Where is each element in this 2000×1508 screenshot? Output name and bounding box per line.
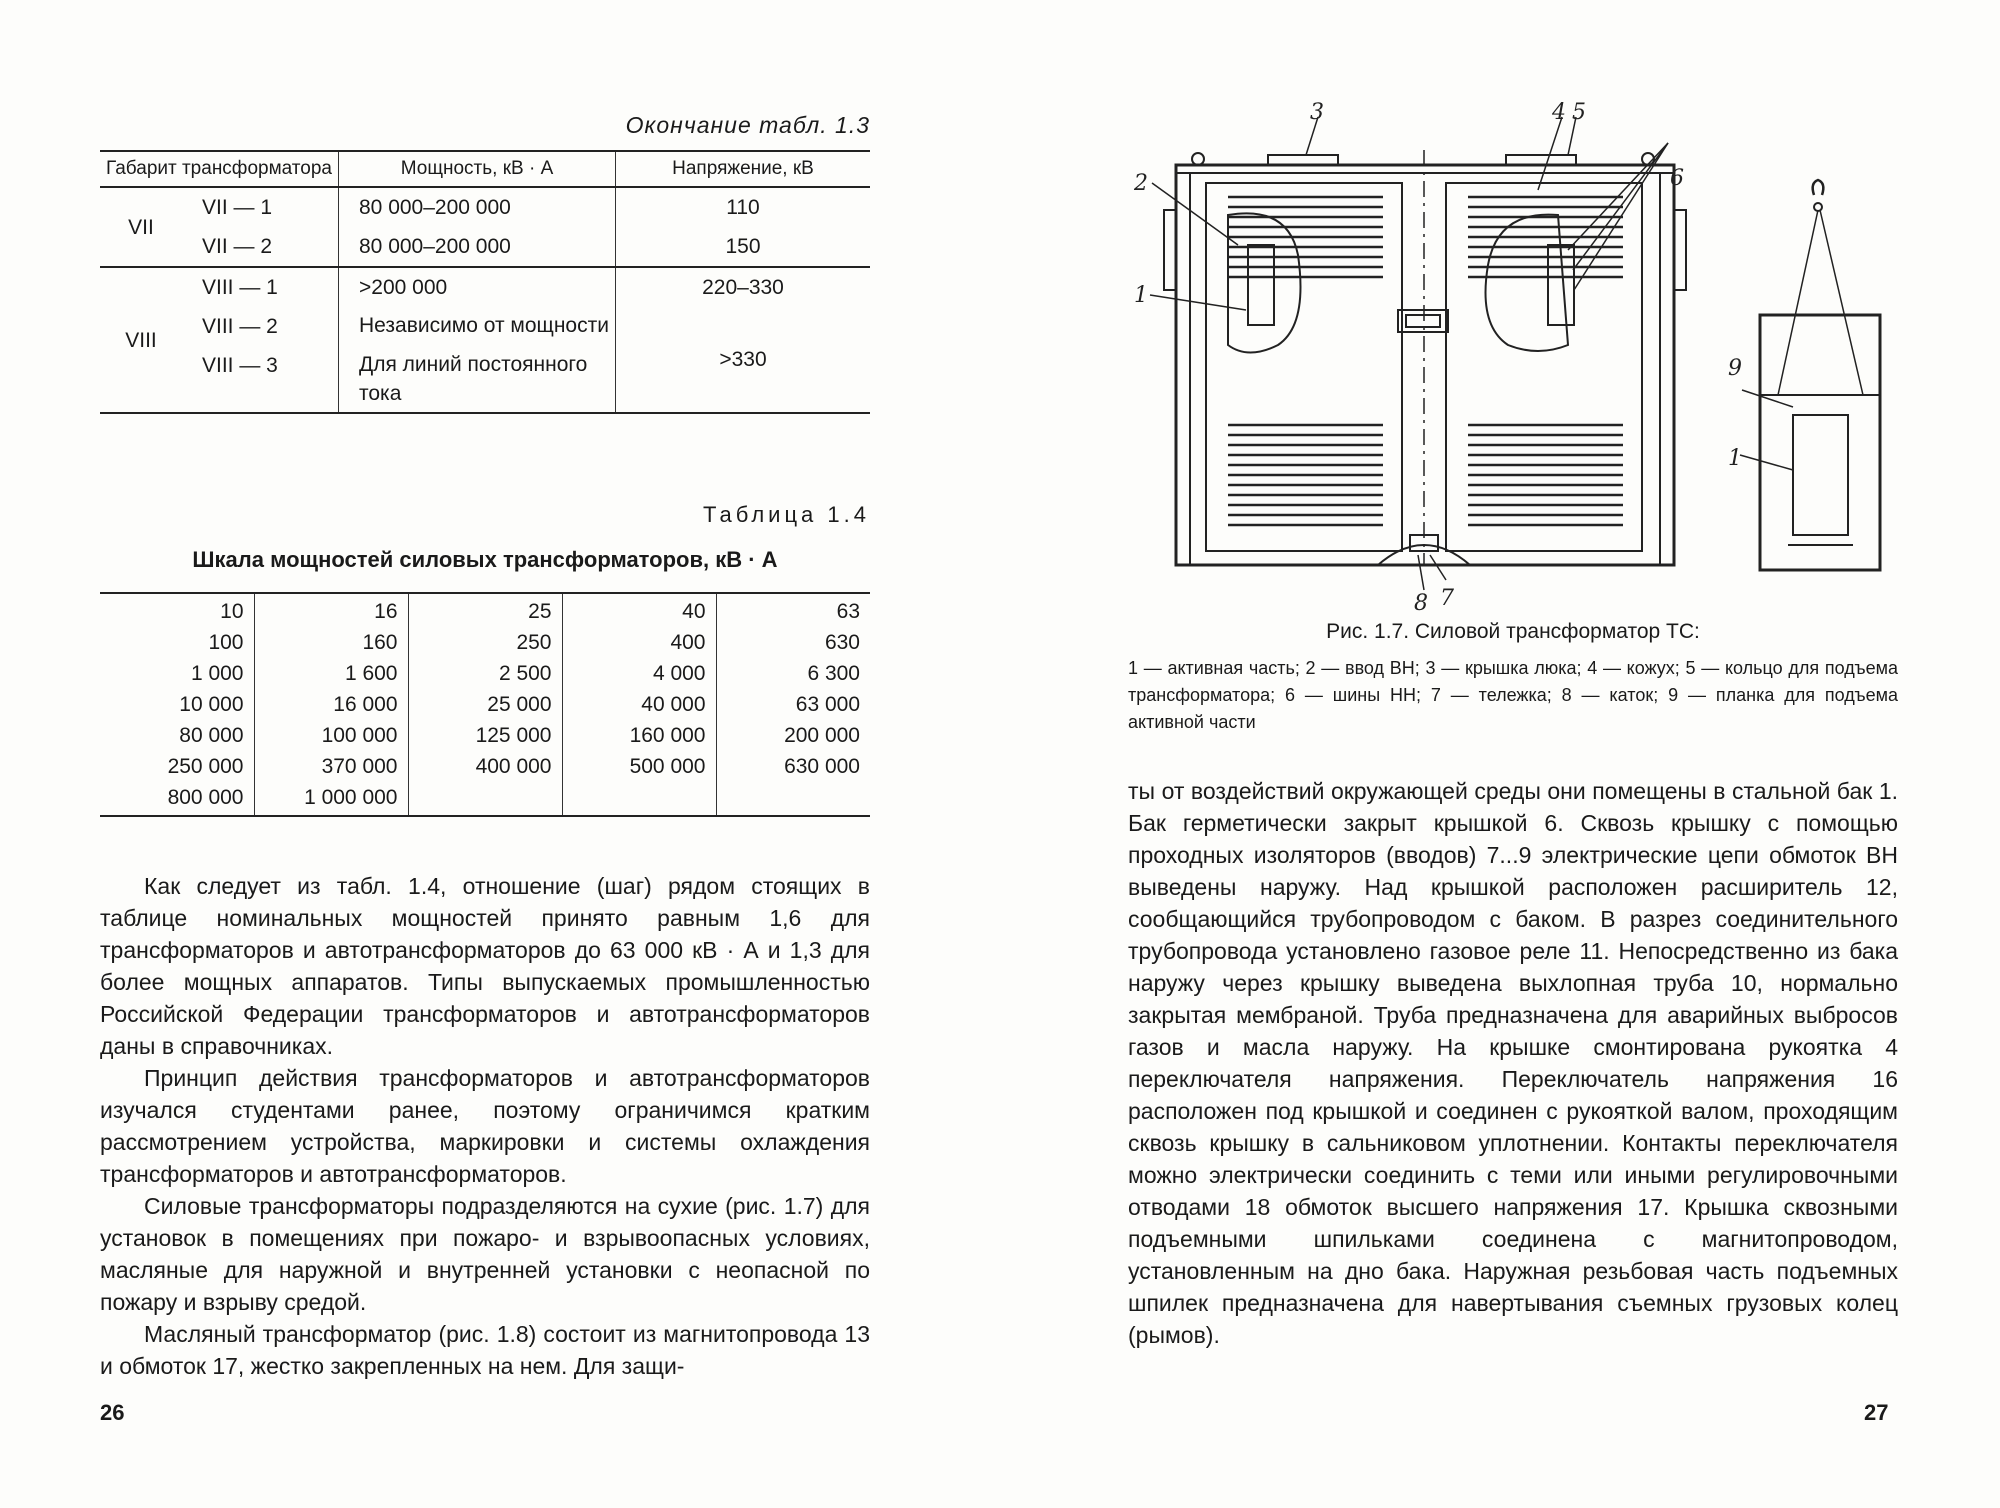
figure-label: 7 [1440,586,1454,611]
voltage-cell: 110 [616,187,871,227]
table-row [100,267,870,307]
table-cell: 10 000 [179,693,244,716]
size-cell: VIII [100,267,182,413]
table-cell: 16 [254,593,408,627]
paragraph: ты от воздействий окружающей среды они помещены в стальной бак 1. Бак герметически закрыт крышкой 6. Сквозь крышку с помощью проходных изоляторов (вводов) 7...9 электрические цепи обмоток ВН выведены наружу. Над крышкой расположен расширитель 12, сообщающийся трубопроводом с баком. В разрез соединительного трубопровода установлено газовое реле 11. Непосредственно из бака наружу через крышку выведена выхлопная труба 10, нормально закрытая мембраной. Труба предназначена для аварийных выбросов газов и масла наружу. На крышке смонтирована рукоятка 4 переключателя напряжения. Переключатель напряжения 16 расположен под крышкой и соединен с рукояткой валом, проходящим сквозь крышку в сальниковом уплотнении. Контакты переключателя можно электрически соединить с теми или иными регулировочными отводами 18 обмоток высшего напряжения 17. Крышка сквозными подъемными шпильками соединена с магнитопроводом, установленным на дно бака. Наружная резьбовая часть подъемных шпилек предназначена для навертывания съемных грузовых колец (рымов). [1128,778,1898,1348]
voltage-cell: 150 [616,227,871,267]
table-1-4 [100,592,870,817]
table-cell: 2 500 [408,658,562,689]
table-row [100,658,870,689]
table-header-row [100,151,870,187]
table-cell: 16 000 [254,689,408,720]
table-cell: 370 000 [254,751,408,782]
table-cell: 10 [100,593,254,627]
table-continuation-caption: Окончание табл. 1.3 [625,112,870,138]
voltage-cell: 220–330 [616,267,871,307]
subsize-cell: VIII — 2 [202,315,278,338]
table-row [100,782,870,816]
table-cell: 40 000 [562,689,716,720]
table-row [100,307,870,346]
paragraph: Как следует из табл. 1.4, отношение (шаг) рядом стоящих в таблице номинальных мощностей принято равным 1,6 для трансформаторов и автотрансформаторов до 63 000 кВ · А и 1,3 для более мощных аппаратов. Типы выпускаемых промышленностью Российской Федерации трансформаторов и автотрансформаторов даны в справочниках. [100,873,870,1059]
figure-label: 2 [1134,171,1148,196]
subsize-cell: VII — 1 [202,196,273,219]
paragraph: Силовые трансформаторы подразделяются на сухие (рис. 1.7) для установок в помещениях при пожаро- и взрывоопасных условиях, масляные для наружной и внутренней установки с неопасной по пожару и взрыву средой. [100,1193,870,1315]
subsize-cell: VIII — 3 [182,346,339,413]
table-cell: 800 000 [100,782,254,816]
figure-caption: Рис. 1.7. Силовой трансформатор ТС: [1326,620,1700,643]
table-cell: 400 [562,627,716,658]
power-cell: >200 000 [339,267,616,307]
power-cell: Для линий постоянного тока [339,346,616,413]
size-cell: VII [100,187,182,267]
table-cell: 80 000 [179,724,244,747]
page-number: 27 [1864,1400,1889,1425]
subsize-cell: VIII — 1 [202,276,278,299]
paragraph: Масляный трансформатор (рис. 1.8) состоит из магнитопровода 13 и обмоток 17, жестко закрепленных на нем. Для защи- [100,1321,870,1379]
table-row [100,593,870,627]
power-cell: Независимо от мощности [339,307,616,346]
table-cell: 25 [408,593,562,627]
table-row [100,227,870,267]
table-cell: 63 000 [716,689,870,720]
table-cell [408,782,562,816]
power-cell: 80 000–200 000 [339,227,616,267]
table-cell [562,782,716,816]
table-cell: 200 000 [716,720,870,751]
table-cell: 25 000 [408,689,562,720]
header-voltage: Напряжение, кВ [616,151,871,187]
table-cell: 250 [408,627,562,658]
table-cell: 630 [716,627,870,658]
header-power: Мощность, кВ · А [339,151,616,187]
table-cell: 400 000 [408,751,562,782]
table-row [100,689,870,720]
table-cell [716,782,870,816]
page-number: 26 [100,1400,125,1425]
left-body-text [100,870,870,1382]
figure-label: 1 [1134,283,1148,308]
table-cell: 250 000 [167,755,244,778]
table-cell: 100 [208,631,244,654]
table-cell: 630 000 [716,751,870,782]
table-cell: 125 000 [408,720,562,751]
transformer-figure [1128,95,1898,615]
table-cell: 160 000 [562,720,716,751]
table-cell: 6 300 [716,658,870,689]
table-cell: 1 000 [190,662,244,685]
table-cell: 4 000 [562,658,716,689]
voltage-cell-shared: >330 [616,307,871,413]
figure-label: 8 [1414,591,1428,615]
table-cell: 160 [254,627,408,658]
subsize-cell: VII — 2 [182,227,339,267]
table-cell: 500 000 [562,751,716,782]
figure-label: 9 [1728,356,1742,381]
table-row [100,627,870,658]
figure-label: 5 [1572,100,1586,125]
table-row [100,720,870,751]
table-cell: 1 600 [254,658,408,689]
table-cell: 100 000 [254,720,408,751]
header-size: Габарит трансформатора [100,151,339,187]
table-1-3 [100,150,870,414]
table-row [100,187,870,227]
right-body-text [1128,775,1898,1351]
paragraph: Принцип действия трансформаторов и автотрансформаторов изучался студентами ранее, поэтому ограничимся кратким рассмотрением устройства, маркировки и системы охлаждения трансформаторов и автотрансформаторов. [100,1065,870,1187]
figure-legend: 1 — активная часть; 2 — ввод ВН; 3 — крышка люка; 4 — кожух; 5 — кольцо для подъема трансформатора; 6 — шины НН; 7 — тележка; 8 — каток; 9 — планка для подъема активной части [1128,658,1898,732]
figure-label: 4 [1552,100,1566,125]
table-cell: 1 000 000 [254,782,408,816]
table-1-4-title: Шкала мощностей силовых трансформаторов, кВ · А [192,547,778,572]
figure-label: 3 [1310,100,1324,125]
figure-label: 1 [1728,446,1742,471]
figure-label: 6 [1670,166,1684,191]
right-page [1000,0,2000,1508]
table-row [100,751,870,782]
table-1-4-number: Таблица 1.4 [703,502,870,527]
table-cell: 40 [562,593,716,627]
power-cell: 80 000–200 000 [339,187,616,227]
table-cell: 63 [716,593,870,627]
